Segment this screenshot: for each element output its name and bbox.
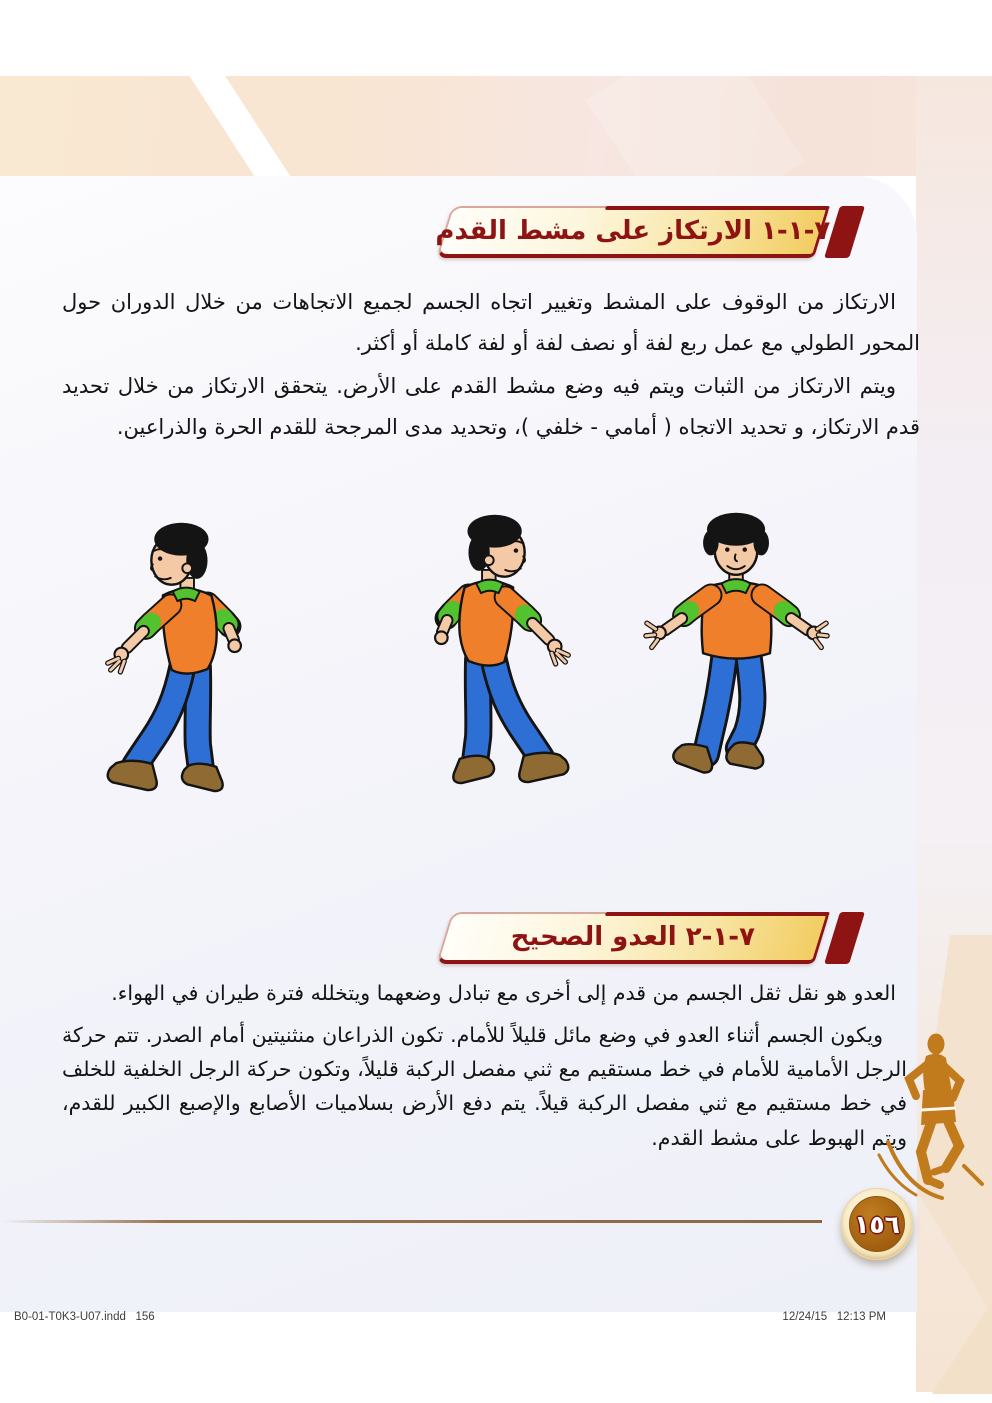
banner-accent-stripe [824, 912, 865, 964]
body-paragraph: ويتم الارتكاز من الثبات ويتم فيه وضع مشط القدم على الأرض. يتحقق الارتكاز من خلال تحديد قدم الارتكاز، و تحديد الاتجاه ( أمامي - خلفي )، وتحديد مدى المرجحة للقدم الحرة والذراعين. [62, 374, 920, 439]
section-heading: ٧-١-٢ العدو الصحيح [510, 922, 755, 952]
pivot-figure-2 [388, 506, 578, 816]
footer-divider-line [0, 1220, 822, 1223]
page-number-badge-inner [849, 1196, 905, 1252]
body-paragraph: العدو هو نقل ثقل الجسم من قدم إلى أخرى مع تبادل وضعهما ويتخلله فترة طيران في الهواء. [111, 981, 896, 1005]
heading-banner-plate [436, 912, 830, 964]
pivot-figure-3 [642, 506, 832, 816]
section-heading: ٧-١-١ الارتكاز على مشط القدم [435, 216, 831, 246]
page-content-card [0, 176, 920, 1312]
print-slug-left: B0-01-T0K3-U07.indd 156 [14, 1311, 155, 1323]
print-slug-right: 12/24/15 12:13 PM [782, 1311, 886, 1323]
top-decor-band [0, 76, 992, 176]
section-heading-banner-2 [452, 912, 866, 964]
pivot-figure-1 [98, 514, 288, 824]
body-paragraph: ويكون الجسم أثناء العدو في وضع مائل قليلاً للأمام. تكون الذراعان منثنيتين أمام الصدر. تتم حركة الرجل الأمامية للأمام في خط مستقيم مع ثني مفصل الركبة قليلاً، وتكون حركة الرجل الخلفية للخلف في خط مستقيم مع ثني مفصل الركبة قيلاً. يتم دفع الأرض بسلاميات الأصابع والإصبع الكبير للقدم، ويتم الهبوط على مشط القدم. [62, 1023, 907, 1150]
page-number: ١٥٦ [854, 1209, 900, 1239]
body-paragraph: الارتكاز من الوقوف على المشط وتغيير اتجاه الجسم لجميع الاتجاهات من خلال الدوران حول المحور الطولي مع عمل ربع لفة أو نصف لفة أو لفة كاملة أو أكثر. [62, 290, 920, 355]
section-heading-banner-1 [435, 206, 866, 258]
runner-icon [876, 1030, 990, 1202]
heading-banner-plate [436, 206, 830, 258]
